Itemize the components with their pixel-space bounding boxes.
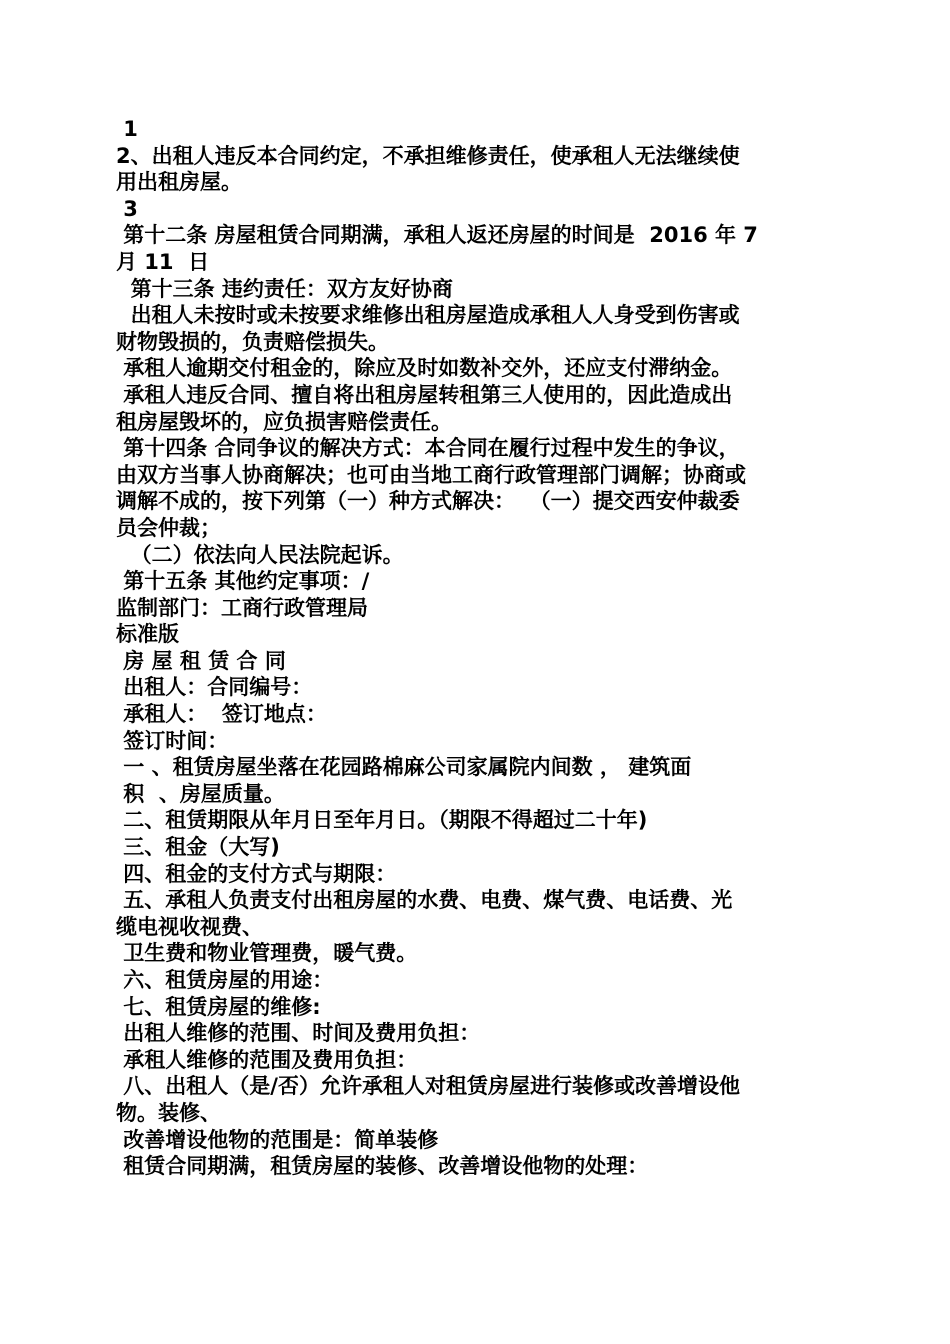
text-line: 八、出租人（是/否）允许承租人对租赁房屋进行装修或改善增设他 (116, 1074, 740, 1099)
text-line: 承租人违反合同、擅自将出租房屋转租第三人使用的，因此造成出 (116, 382, 733, 407)
text-line: 标准版 (116, 622, 179, 647)
text-line: 二、租赁期限从年月日至年月日。（期限不得超过二十年) (116, 808, 648, 833)
text-line: 出租人未按时或未按要求维修出租房屋造成承租人人身受到伤害或 (116, 303, 740, 328)
text-line: 承租人逾期交付租金的，除应及时如数补交外，还应支付滞纳金。 (116, 356, 733, 381)
text-line: 房 屋 租 赁 合 同 (116, 648, 286, 673)
text-line: 积 、房屋质量。 (116, 781, 285, 806)
text-line: 第十二条 房屋租赁合同期满，承租人返还房屋的时间是 2016 年 7 (116, 223, 758, 248)
text-line: 三、租金（大写) (116, 835, 280, 860)
text-line: 3 (116, 196, 138, 221)
text-line: 签订时间： (116, 728, 229, 753)
text-line: 员会仲裁； (116, 515, 221, 540)
text-line: 物。装修、 (116, 1100, 221, 1125)
text-line: 承租人维修的范围及费用负担： (116, 1047, 418, 1072)
text-line: 第十四条 合同争议的解决方式：本合同在履行过程中发生的争议， (116, 436, 740, 461)
text-line: 改善增设他物的范围是：简单装修 (116, 1127, 439, 1152)
text-line: 承租人： 签订地点： (116, 702, 327, 727)
text-line: 月 11 日 (116, 249, 210, 274)
text-line: 一 、租赁房屋坐落在花园路棉麻公司家属院内间数 ， 建筑面 (116, 755, 692, 780)
text-line: 1 (116, 117, 138, 141)
text-line: 出租人维修的范围、时间及费用负担： (116, 1021, 481, 1046)
text-line: 五、承租人负责支付出租房屋的水费、电费、煤气费、电话费、光 (116, 888, 733, 913)
text-line: 六、租赁房屋的用途： (116, 968, 334, 992)
text-line: 卫生费和物业管理费，暖气费。 (116, 941, 418, 966)
text-line: 由双方当事人协商解决；也可由当地工商行政管理部门调解；协商或 (116, 462, 746, 487)
text-line: 第十三条 违约责任：双方友好协商 (116, 276, 453, 301)
text-line: 租赁合同期满，租赁房屋的装修、改善增设他物的处理： (116, 1154, 649, 1179)
text-line: 七、租赁房屋的维修: (116, 994, 321, 1019)
text-line: 出租人：合同编号： (116, 675, 313, 700)
text-line: 财物毁损的，负责赔偿损失。 (116, 329, 389, 354)
text-line: 第十五条 其他约定事项：/ (116, 569, 370, 594)
text-line: 租房屋毁坏的，应负损害赔偿责任。 (116, 409, 452, 434)
text-line: 调解不成的，按下列第（一）种方式解决： （一）提交西安仲裁委 (116, 489, 740, 514)
text-line: 2、出租人违反本合同约定，不承担维修责任，使承租人无法继续使 (116, 143, 740, 168)
text-line: 用出租房屋。 (116, 170, 242, 195)
text-line: 四、租金的支付方式与期限： (116, 861, 397, 886)
text-line: 缆电视收视费、 (116, 914, 263, 939)
document-body (116, 116, 838, 1180)
text-line: 监制部门：工商行政管理局 (116, 595, 368, 620)
text-line: （二）依法向人民法院起诉。 (116, 542, 404, 567)
